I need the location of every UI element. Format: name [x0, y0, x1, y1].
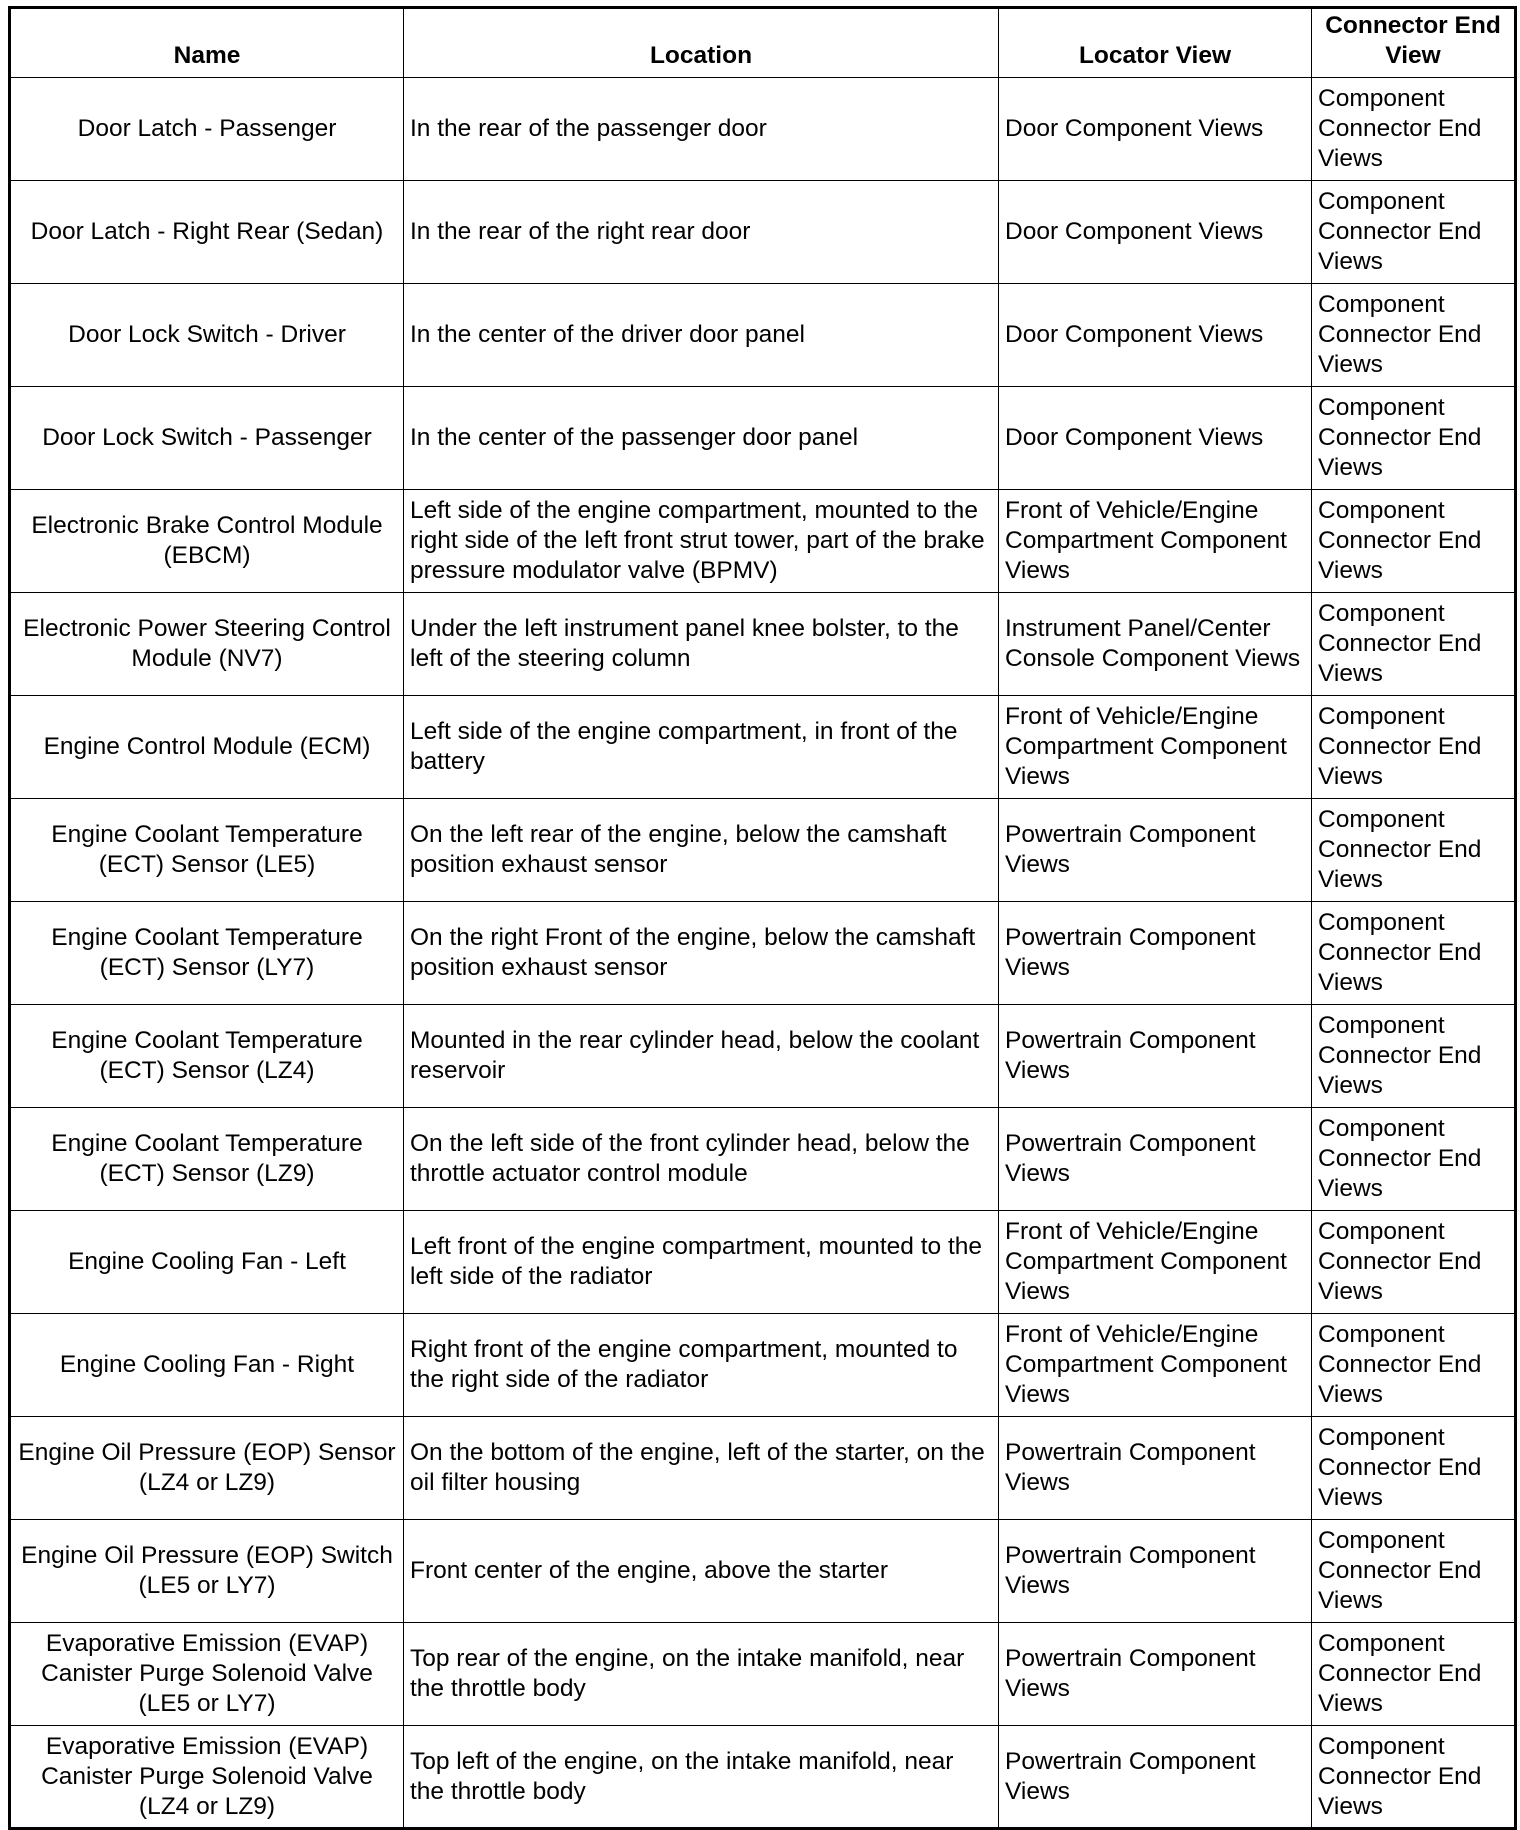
table-row — [10, 387, 1516, 490]
table-row — [10, 902, 1516, 1005]
table-row — [10, 78, 1516, 181]
cell-locator-view: Front of Vehicle/Engine Compartment Component Views — [999, 1211, 1312, 1314]
cell-location: On the bottom of the engine, left of the starter, on the oil filter housing — [404, 1417, 999, 1520]
table-row — [10, 696, 1516, 799]
header-connector-end-view: Connector End View — [1312, 8, 1516, 78]
table-row — [10, 1314, 1516, 1417]
cell-locator-view: Door Component Views — [999, 387, 1312, 490]
cell-location: Top left of the engine, on the intake manifold, near the throttle body — [404, 1726, 999, 1829]
cell-locator-view: Door Component Views — [999, 181, 1312, 284]
table-header — [10, 8, 1516, 78]
cell-connector-end-view: Component Connector End Views — [1312, 593, 1516, 696]
cell-connector-end-view: Component Connector End Views — [1312, 1623, 1516, 1726]
cell-locator-view: Door Component Views — [999, 284, 1312, 387]
header-locator-view: Locator View — [999, 8, 1312, 78]
table-body — [10, 78, 1516, 1829]
cell-connector-end-view: Component Connector End Views — [1312, 1417, 1516, 1520]
cell-location: Left side of the engine compartment, in front of the battery — [404, 696, 999, 799]
cell-connector-end-view: Component Connector End Views — [1312, 799, 1516, 902]
cell-connector-end-view: Component Connector End Views — [1312, 696, 1516, 799]
table-row — [10, 1520, 1516, 1623]
cell-location: Left front of the engine compartment, mounted to the left side of the radiator — [404, 1211, 999, 1314]
cell-name: Engine Coolant Temperature (ECT) Sensor (LZ4) — [10, 1005, 404, 1108]
table-row — [10, 1005, 1516, 1108]
cell-location: In the rear of the passenger door — [404, 78, 999, 181]
cell-location: In the center of the passenger door panel — [404, 387, 999, 490]
cell-locator-view: Powertrain Component Views — [999, 1623, 1312, 1726]
cell-locator-view: Front of Vehicle/Engine Compartment Component Views — [999, 696, 1312, 799]
table-row — [10, 1417, 1516, 1520]
cell-name: Evaporative Emission (EVAP) Canister Purge Solenoid Valve (LZ4 or LZ9) — [10, 1726, 404, 1829]
cell-name: Engine Cooling Fan - Right — [10, 1314, 404, 1417]
cell-connector-end-view: Component Connector End Views — [1312, 1520, 1516, 1623]
cell-connector-end-view: Component Connector End Views — [1312, 181, 1516, 284]
cell-name: Evaporative Emission (EVAP) Canister Purge Solenoid Valve (LE5 or LY7) — [10, 1623, 404, 1726]
header-location: Location — [404, 8, 999, 78]
cell-locator-view: Powertrain Component Views — [999, 1108, 1312, 1211]
cell-location: Front center of the engine, above the starter — [404, 1520, 999, 1623]
cell-locator-view: Powertrain Component Views — [999, 902, 1312, 1005]
cell-locator-view: Powertrain Component Views — [999, 799, 1312, 902]
cell-location: In the center of the driver door panel — [404, 284, 999, 387]
cell-connector-end-view: Component Connector End Views — [1312, 490, 1516, 593]
cell-location: In the rear of the right rear door — [404, 181, 999, 284]
cell-locator-view: Powertrain Component Views — [999, 1417, 1312, 1520]
cell-connector-end-view: Component Connector End Views — [1312, 284, 1516, 387]
cell-locator-view: Powertrain Component Views — [999, 1520, 1312, 1623]
cell-locator-view: Door Component Views — [999, 78, 1312, 181]
cell-locator-view: Powertrain Component Views — [999, 1726, 1312, 1829]
cell-location: Right front of the engine compartment, mounted to the right side of the radiator — [404, 1314, 999, 1417]
cell-locator-view: Powertrain Component Views — [999, 1005, 1312, 1108]
cell-name: Engine Coolant Temperature (ECT) Sensor (LZ9) — [10, 1108, 404, 1211]
table-row — [10, 1726, 1516, 1829]
cell-name: Engine Coolant Temperature (ECT) Sensor (LE5) — [10, 799, 404, 902]
table-row — [10, 1211, 1516, 1314]
cell-connector-end-view: Component Connector End Views — [1312, 1726, 1516, 1829]
cell-connector-end-view: Component Connector End Views — [1312, 387, 1516, 490]
component-locator-table — [8, 6, 1517, 1830]
cell-connector-end-view: Component Connector End Views — [1312, 1005, 1516, 1108]
table-row — [10, 799, 1516, 902]
cell-name: Door Lock Switch - Driver — [10, 284, 404, 387]
cell-name: Door Latch - Right Rear (Sedan) — [10, 181, 404, 284]
cell-location: Under the left instrument panel knee bolster, to the left of the steering column — [404, 593, 999, 696]
cell-name: Engine Coolant Temperature (ECT) Sensor (LY7) — [10, 902, 404, 1005]
cell-location: Mounted in the rear cylinder head, below the coolant reservoir — [404, 1005, 999, 1108]
cell-name: Engine Oil Pressure (EOP) Sensor (LZ4 or LZ9) — [10, 1417, 404, 1520]
cell-name: Engine Control Module (ECM) — [10, 696, 404, 799]
table-row — [10, 181, 1516, 284]
cell-locator-view: Front of Vehicle/Engine Compartment Component Views — [999, 490, 1312, 593]
cell-location: Top rear of the engine, on the intake manifold, near the throttle body — [404, 1623, 999, 1726]
cell-connector-end-view: Component Connector End Views — [1312, 902, 1516, 1005]
cell-locator-view: Instrument Panel/Center Console Component Views — [999, 593, 1312, 696]
cell-connector-end-view: Component Connector End Views — [1312, 1314, 1516, 1417]
cell-name: Electronic Power Steering Control Module (NV7) — [10, 593, 404, 696]
cell-name: Electronic Brake Control Module (EBCM) — [10, 490, 404, 593]
table-row — [10, 1108, 1516, 1211]
table-row — [10, 1623, 1516, 1726]
cell-connector-end-view: Component Connector End Views — [1312, 1108, 1516, 1211]
table-row — [10, 284, 1516, 387]
cell-name: Door Latch - Passenger — [10, 78, 404, 181]
table-row — [10, 593, 1516, 696]
cell-name: Engine Cooling Fan - Left — [10, 1211, 404, 1314]
cell-name: Door Lock Switch - Passenger — [10, 387, 404, 490]
cell-location: On the left rear of the engine, below the camshaft position exhaust sensor — [404, 799, 999, 902]
cell-locator-view: Front of Vehicle/Engine Compartment Component Views — [999, 1314, 1312, 1417]
cell-connector-end-view: Component Connector End Views — [1312, 78, 1516, 181]
header-row — [10, 8, 1516, 78]
cell-location: Left side of the engine compartment, mounted to the right side of the left front strut tower, part of the brake pressure modulator valve (BPMV) — [404, 490, 999, 593]
table-row — [10, 490, 1516, 593]
cell-name: Engine Oil Pressure (EOP) Switch (LE5 or LY7) — [10, 1520, 404, 1623]
cell-connector-end-view: Component Connector End Views — [1312, 1211, 1516, 1314]
cell-location: On the left side of the front cylinder head, below the throttle actuator control module — [404, 1108, 999, 1211]
header-name: Name — [10, 8, 404, 78]
cell-location: On the right Front of the engine, below the camshaft position exhaust sensor — [404, 902, 999, 1005]
